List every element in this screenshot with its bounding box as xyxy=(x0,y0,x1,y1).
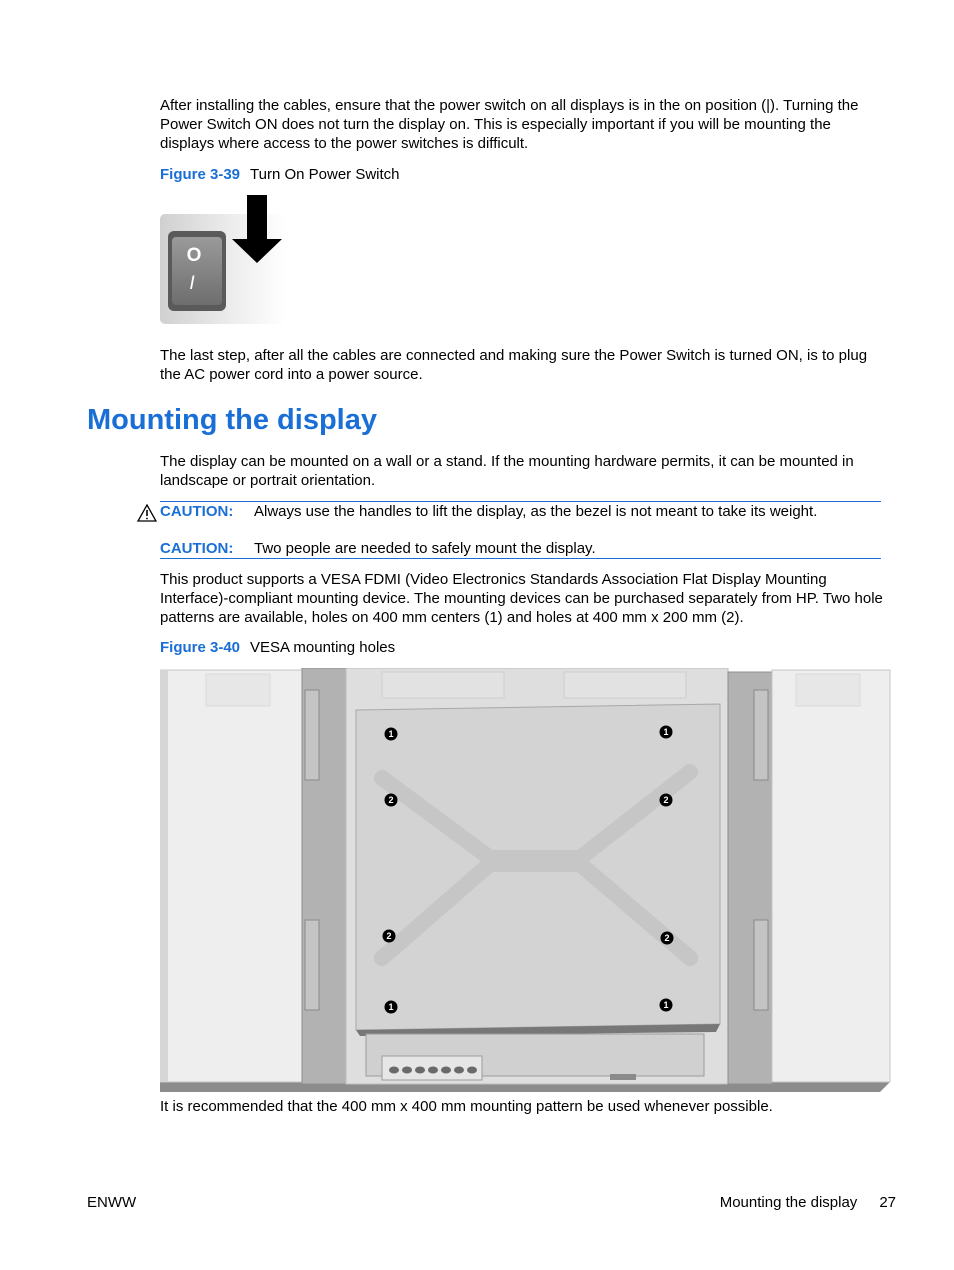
vesa-paragraph: This product supports a VESA FDMI (Video Electronics Standards Association Flat Display Mounting Interface)-compliant mounting device. The mounting devices can be purchased separately from HP. Two hole patterns are available, holes on 400 mm centers (1) and holes at 400 mm x 200 mm (2). xyxy=(160,571,883,626)
figure-caption xyxy=(160,638,395,657)
left-handle-top xyxy=(305,690,319,780)
figure-number: Figure 3-40 xyxy=(160,639,241,656)
section-heading: Mounting the display xyxy=(87,404,377,436)
caution-1 xyxy=(160,502,881,521)
callout-label: 2 xyxy=(663,795,669,805)
recommendation-paragraph: It is recommended that the 400 mm x 400 mm mounting pattern be used whenever possible. xyxy=(160,1098,773,1115)
section-paragraph: The display can be mounted on a wall or a stand. If the mounting hardware permits, it can be mounted in landscape or portrait orientation. xyxy=(160,453,854,489)
right-panel xyxy=(772,670,890,1082)
vent-grille-right xyxy=(564,672,686,698)
caution-2 xyxy=(160,539,881,558)
callout-label: 1 xyxy=(663,727,669,737)
right-vent-grille xyxy=(796,674,860,706)
callout-label: 2 xyxy=(664,933,670,943)
switch-on-symbol: I xyxy=(189,273,195,294)
caution-text: Two people are needed to safely mount the display. xyxy=(254,540,596,557)
figure-title: VESA mounting holes xyxy=(250,639,396,656)
footer-section: Mounting the display xyxy=(719,1194,858,1211)
power-switch-figure xyxy=(160,193,288,325)
callout-label: 1 xyxy=(388,729,394,739)
callout-label: 2 xyxy=(386,931,392,941)
caution-label: CAUTION: xyxy=(160,503,234,520)
last-step-paragraph: The last step, after all the cables are connected and making sure the Power Switch is turned ON, is to plug the AC power cord into a power source. xyxy=(160,347,868,383)
page-number: 27 xyxy=(879,1194,896,1211)
switch-off-symbol: O xyxy=(186,245,202,266)
callout-label: 1 xyxy=(663,1000,669,1010)
figure-title: Turn On Power Switch xyxy=(250,166,400,183)
figure-caption xyxy=(160,165,400,184)
right-handle-bottom xyxy=(754,920,768,1010)
right-handle-top xyxy=(754,690,768,780)
footer-right xyxy=(720,1193,896,1212)
callout-label: 1 xyxy=(388,1002,394,1012)
footer-left: ENWW xyxy=(87,1194,137,1211)
vesa-display-figure xyxy=(160,668,892,1094)
warning-icon xyxy=(137,504,157,522)
left-panel xyxy=(160,670,302,1082)
left-handle-bottom xyxy=(305,920,319,1010)
callout-label: 2 xyxy=(388,795,394,805)
caution-text: Always use the handles to lift the display, as the bezel is not meant to take its weight. xyxy=(254,503,818,520)
figure-number: Figure 3-39 xyxy=(160,166,241,183)
left-bezel xyxy=(160,670,168,1082)
vent-grille-left xyxy=(382,672,504,698)
power-inlet xyxy=(610,1074,636,1080)
intro-paragraph: After installing the cables, ensure that the power switch on all displays is in the on position (|). Turning the Power Switch ON does not turn the display on. This is especially important if you will be mounting the displays where access to the power switches is difficult. xyxy=(160,97,859,152)
left-vent-grille xyxy=(206,674,270,706)
caution-rule-bottom xyxy=(160,558,881,559)
caution-label: CAUTION: xyxy=(160,540,234,557)
